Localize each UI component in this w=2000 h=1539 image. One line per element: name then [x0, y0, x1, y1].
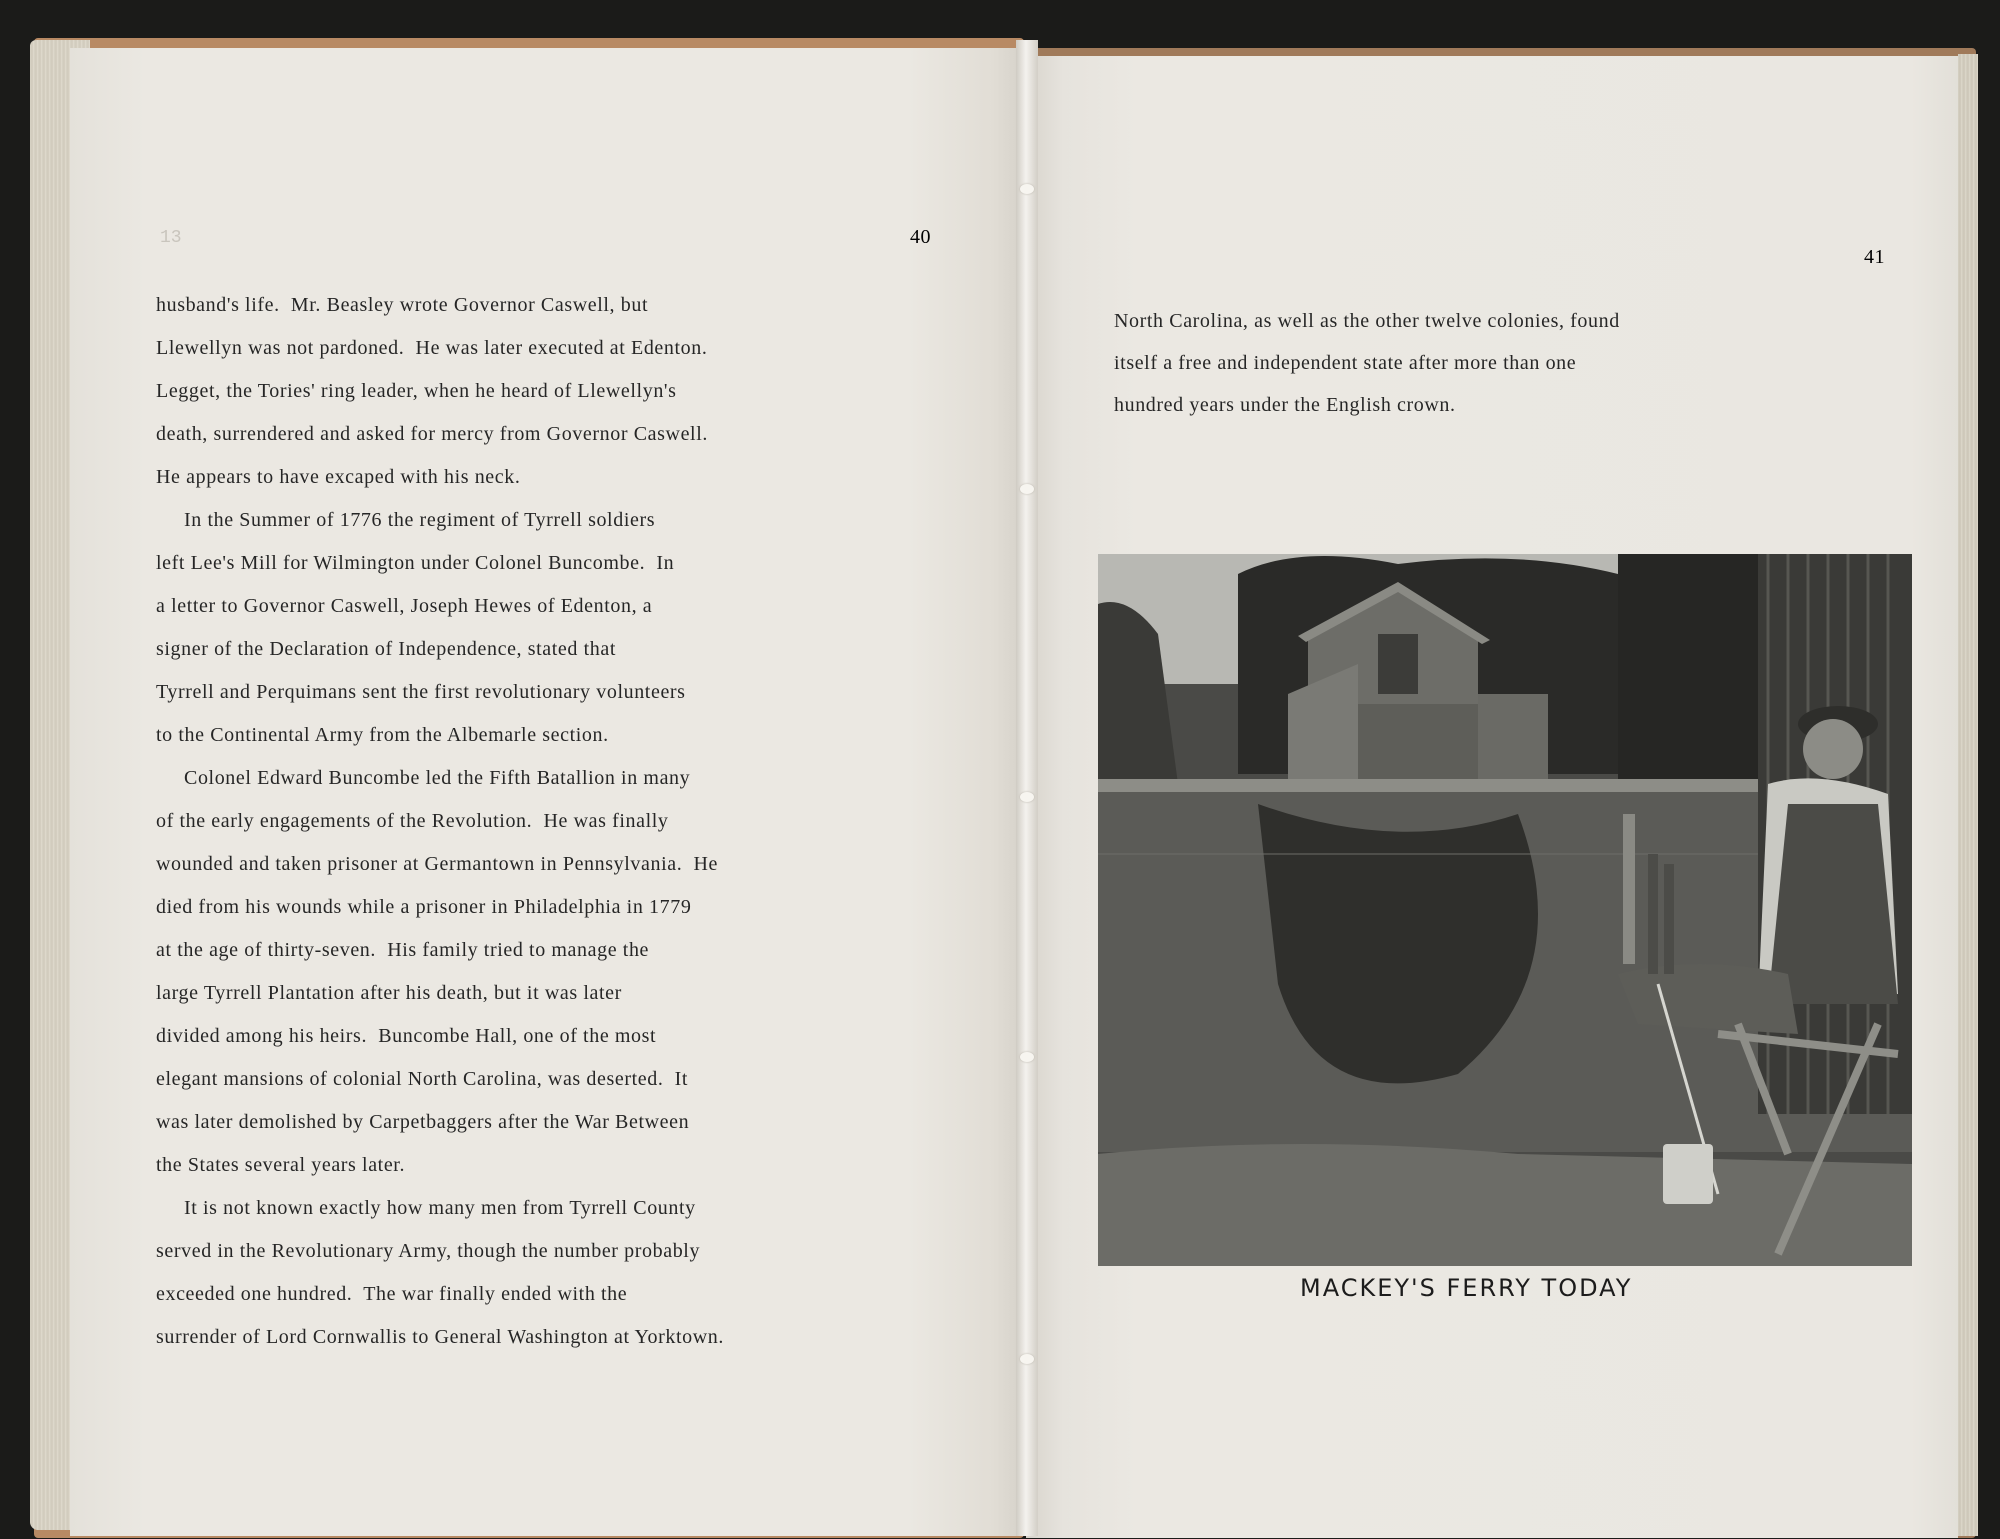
- book-gutter: [1016, 40, 1038, 1536]
- text-line: elegant mansions of colonial North Carolina, was deserted. It: [156, 1068, 689, 1090]
- text-line: a letter to Governor Caswell, Joseph Hewes of Edenton, a: [156, 595, 653, 617]
- text-line: wounded and taken prisoner at Germantown in Pennsylvania. He: [156, 853, 719, 875]
- photo-caption: MACKEY'S FERRY TODAY: [1300, 1274, 1633, 1302]
- text-line: itself a free and independent state after more than one: [1114, 352, 1577, 374]
- text-line: He appears to have excaped with his neck.: [156, 466, 521, 488]
- show-through-mark: 13: [160, 228, 182, 248]
- text-line: North Carolina, as well as the other twelve colonies, found: [1114, 310, 1620, 332]
- binding-stitch: [1020, 184, 1034, 194]
- text-line: the States several years later.: [156, 1154, 406, 1176]
- text-line: at the age of thirty-seven. His family tried to manage the: [156, 939, 650, 961]
- text-line: was later demolished by Carpetbaggers after the War Between: [156, 1111, 690, 1133]
- binding-stitch: [1020, 1052, 1034, 1062]
- right-page-number: 41: [1864, 246, 1885, 268]
- text-line: signer of the Declaration of Independence, stated that: [156, 638, 616, 660]
- text-line: Colonel Edward Buncombe led the Fifth Batallion in many: [156, 767, 691, 789]
- text-line: served in the Revolutionary Army, though the number probably: [156, 1240, 701, 1262]
- text-line: divided among his heirs. Buncombe Hall, one of the most: [156, 1025, 657, 1047]
- text-line: husband's life. Mr. Beasley wrote Governor Caswell, but: [156, 294, 649, 316]
- text-line: hundred years under the English crown.: [1114, 394, 1456, 416]
- binding-stitch: [1020, 1354, 1034, 1364]
- ferry-photograph: [1098, 554, 1912, 1266]
- left-page: [70, 48, 1022, 1536]
- text-line: surrender of Lord Cornwallis to General Washington at Yorktown.: [156, 1326, 724, 1348]
- text-line: It is not known exactly how many men from Tyrrell County: [156, 1197, 696, 1219]
- page-edges-right: [1958, 54, 1978, 1536]
- text-line: Llewellyn was not pardoned. He was later executed at Edenton.: [156, 337, 708, 359]
- text-line: exceeded one hundred. The war finally ended with the: [156, 1283, 628, 1305]
- text-line: Tyrrell and Perquimans sent the first revolutionary volunteers: [156, 681, 686, 703]
- left-page-number: 40: [910, 226, 931, 248]
- text-line: of the early engagements of the Revolution. He was finally: [156, 810, 669, 832]
- text-line: died from his wounds while a prisoner in Philadelphia in 1779: [156, 896, 692, 918]
- text-line: Legget, the Tories' ring leader, when he heard of Llewellyn's: [156, 380, 677, 402]
- binding-stitch: [1020, 792, 1034, 802]
- text-line: to the Continental Army from the Albemarle section.: [156, 724, 609, 746]
- text-line: left Lee's Mill for Wilmington under Colonel Buncombe. In: [156, 552, 675, 574]
- text-line: death, surrendered and asked for mercy from Governor Caswell.: [156, 423, 708, 445]
- text-line: large Tyrrell Plantation after his death, but it was later: [156, 982, 622, 1004]
- text-line: In the Summer of 1776 the regiment of Tyrrell soldiers: [156, 509, 656, 531]
- binding-stitch: [1020, 484, 1034, 494]
